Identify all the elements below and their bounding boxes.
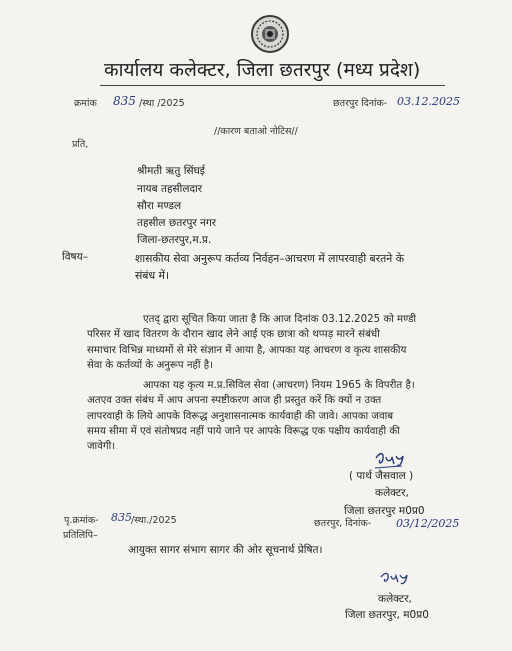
- addressee-line: जिला-छतरपुर,म.प्र.: [137, 234, 212, 246]
- reference-date-label: छतरपुर दिनांक-: [333, 98, 388, 109]
- body-line: एतद् द्वारा सूचित किया जाता है कि आज दिनांक 03.12.2025 को मण्डी: [143, 314, 417, 325]
- copy-line: आयुक्त सागर संभाग सागर की ओर सूचनार्थ प्रेषित।: [128, 544, 323, 556]
- subject-label: विषय–: [62, 251, 88, 263]
- office-title: कार्यालय कलेक्टर, जिला छतरपुर (मध्य प्रदेश): [104, 59, 421, 81]
- signatory-name: ( पार्थ जैसवाल ): [349, 470, 414, 482]
- body-line: सेवा के कर्तव्यों के अनुरूप नहीं है।: [87, 359, 214, 371]
- addressee-line: नायब तहसीलदार: [137, 183, 203, 195]
- copy-label: प्रतिलिपि–: [63, 530, 98, 541]
- body-paragraph-2: [87, 378, 467, 454]
- endorsement-number-label: पृ.क्रमांक-: [64, 515, 99, 526]
- addressee-line: तहसील छतरपुर नगर: [137, 217, 217, 229]
- signatory2-designation: कलेक्टर,: [378, 593, 412, 605]
- endorsement-date-label: छतरपुर, दिनांक-: [314, 518, 372, 529]
- body-line: जावेगी।: [87, 441, 116, 453]
- addressee-line: श्रीमती ऋतु सिंघई: [137, 165, 205, 177]
- body-line: परिसर में खाद वितरण के दौरान खाद लेने आई एक छात्रा को थप्पड़ मारने संबंधी: [87, 329, 380, 341]
- reference-number-suffix: /स्था /2025: [139, 98, 185, 109]
- subject-line: शासकीय सेवा अनुरूप कर्तव्य निर्वहन–आचरण में लापरवाही बरतने के: [135, 252, 405, 265]
- signatory2-district: जिला छतरपुर, म0प्र0: [345, 609, 429, 621]
- reference-number-label: क्रमांक: [74, 98, 97, 109]
- body-line: समाचार विभिन्न माध्यमों से मेरे संज्ञान में आया है, आपका यह आचरण व कृत्य शासकीय: [87, 344, 407, 356]
- body-line: लापरवाही के लिये आपके विरूद्ध अनुशासनात्मक कार्यवाही की जावे। आपका जवाब: [87, 410, 394, 422]
- signatory-designation: कलेक्टर,: [375, 487, 409, 499]
- signatory-district: जिला छतरपुर म0प्र0: [344, 505, 425, 517]
- body-line: अतएव उक्त संबंध में आप अपना स्पष्टीकरण आज ही प्रस्तुत करें कि क्यों न उक्त: [87, 395, 382, 407]
- government-emblem-icon: [250, 14, 290, 54]
- addressee-line: सौरा मण्डल: [137, 200, 182, 212]
- subject-line: संबंध में।: [135, 269, 170, 282]
- notice-title: //कारण बताओ नोटिस//: [214, 126, 298, 137]
- body-line: आपका यह कृत्य म.प्र.सिविल सेवा (आचरण) नियम 1965 के विपरीत है।: [143, 380, 415, 391]
- body-paragraph-1: [87, 312, 467, 373]
- signature-icon: [378, 570, 414, 590]
- endorsement-number: 835: [111, 511, 132, 524]
- endorsement-date: 03/12/2025: [396, 517, 460, 530]
- body-line: समय सीमा में एवं संतोषप्रद नहीं पाये जाने पर आपके विरूद्ध एक पक्षीय कार्यवाही की: [87, 425, 400, 437]
- reference-date: 03.12.2025: [397, 95, 460, 108]
- endorsement-number-suffix: /स्था./2025: [131, 515, 177, 526]
- to-label: प्रति,: [72, 139, 89, 150]
- reference-number: 835: [113, 94, 136, 108]
- subject-text: [135, 250, 465, 284]
- title-underline: [100, 85, 445, 86]
